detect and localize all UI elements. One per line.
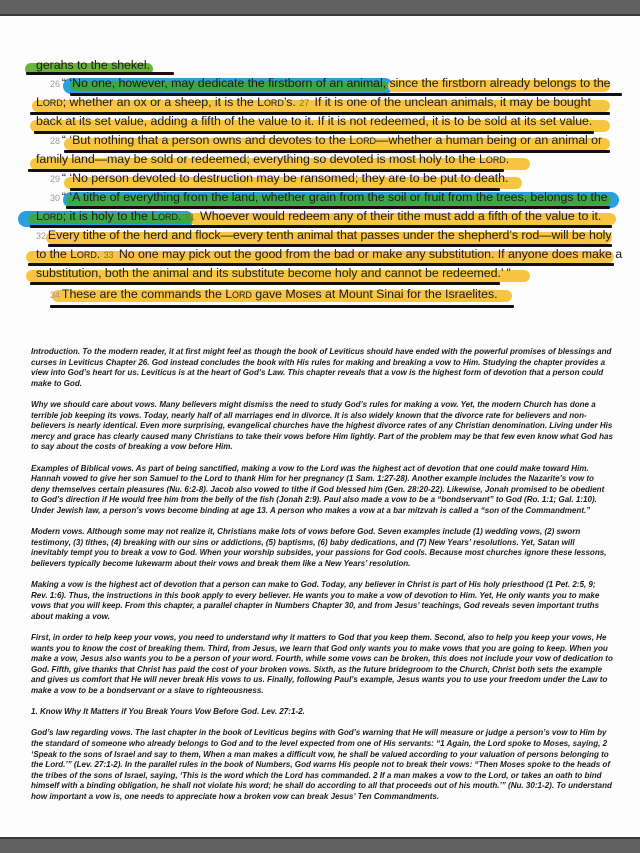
verse-text: “ ‘No person devoted to destruction may be ransomed; they are to be put to death.	[61, 171, 509, 185]
verse-text: —whether a human being or an animal or	[375, 133, 603, 147]
verse-text: “ ‘A tithe of everything from the land, whether grain from the soil or fruit from the trees, belongs to the	[61, 190, 608, 204]
underline	[70, 93, 622, 96]
verse-text: No one may pick out the good from the bad or make any substitution. If anyone does make a	[115, 247, 623, 261]
verse-text: ; it is holy to the	[62, 209, 152, 223]
underline	[30, 225, 612, 228]
verse-text: back at its set value, adding a fifth of the value to it. If it is not redeemed, it is to be sold at its set value.	[36, 114, 593, 128]
verse-text: “ ‘No one, however, may dedicate the firstborn of an animal, since the firstborn already belongs to the	[61, 76, 611, 90]
verse-text: gave Moses at Mount Sinai for the Israelites.	[251, 287, 498, 301]
paragraph-why-care: Why we should care about vows. Many believers might dismiss the need to study God’s rules for making a vow. Yet, the modern Church has done a terrible job keeping its vows. Today, nearly half of all marriages end in divorce. It is also widely known that the divorce rate for believers and non-believers is nearly identical. Even more surprising, evangelical churches have the highest divorce rates of any Christian denomination. Living under His mercy and grace has clearly caused many Christians to take their vows before Him lightly. Part of the problem may be that few even know what God has to say about the costs of breaking a vow before Him.	[31, 399, 613, 452]
verse-text: ’s.	[283, 95, 300, 109]
paragraph-biblical-vows: Examples of Biblical vows. As part of being sanctified, making a vow to the Lord was the highest act of devotion that one could make toward Him. Hannah vowed to give her son Samuel to the Lord to thank Him for her pregnancy (1 Sam. 1:27-28). Another example includes the Nazarite’s vow to deny themselves certain pleasures (Nu. 6:2-8). Jacob also vowed to tithe if God blessed him (Gen. 28:20-22). Likewise, Jonah promised to be obedient to God’s direction if He would free him from the belly of the fish (Jonah 2:9). Paul also made a vow to be a “bondservant” to God (Ro. 1:1; Gal. 1:10). Under Jewish law, a person’s vows become binding at age 13. A person who makes a vow at a bar mitzvah is called a “son of the Commandment.”	[31, 463, 605, 515]
verse-text: These are the commands the	[61, 287, 226, 301]
divine-name: Lord	[479, 152, 506, 166]
commentary	[31, 347, 613, 813]
verse-text: .	[177, 209, 185, 223]
section-heading: 1. Know Why It Matters if You Break Yours Vow Before God. Lev. 27:1-2.	[31, 707, 305, 717]
verse-number: 34	[50, 290, 60, 300]
paragraph-gods-law: God’s law regarding vows. The last chapter in the book of Leviticus begins with God’s warning that He will measure or judge a person’s vow to Him by the standard of someone who already belongs to God and to the level expected from one of His servants: “1 Again, the Lord spoke to Moses, saying, 2 ‘Speak to the sons of Israel and say to them, When a man makes a difficult vow, he shall be valued according to your valuation of persons belonging to the Lord.’” (Lev. 27:1-2). In the parallel rules in the book of Numbers, God warns His people not to break their vows: “Then Moses spoke to the heads of the tribes of the sons of Israel, saying, ‘This is the word which the Lord has commanded. 2 If a man makes a vow to the Lord, or takes an oath to bind himself with a binding obligation, he shall not violate his word; he shall do according to all that proceeds out of his mouth.’” (Nu. 30:1-2). To understand how important a vow is, one needs to appreciate how a broken vow can break Jesus’ Ten Commandments.	[31, 728, 612, 801]
verse-number: 28	[50, 136, 60, 146]
verse-text: gerahs to the shekel.	[36, 58, 150, 72]
verse-text: “ ‘But nothing that a person owns and devotes to the	[61, 133, 350, 147]
divine-name: Lord	[349, 133, 376, 147]
verse-number: 27	[299, 98, 310, 108]
underline	[50, 305, 514, 308]
verse-text: substitution, both the animal and its substitute become holy and cannot be redeemed.’ ”	[36, 266, 511, 280]
verse-text: Whoever would redeem any of their tithe must add a fifth of the value to it.	[196, 209, 602, 223]
verse-text: If it is one of the unclean animals, it may be bought	[311, 95, 591, 109]
verse-number: 29	[50, 174, 60, 184]
underline	[66, 206, 610, 209]
underline	[48, 244, 612, 247]
divine-name: Lord	[36, 209, 63, 223]
divine-name: Lord	[257, 95, 284, 109]
verse-number: 33	[103, 250, 114, 260]
verse-number: 32	[36, 231, 46, 241]
paragraph-seven-truths: First, in order to help keep your vows, you need to understand why it matters to God that you keep them. Second, also to help you keep your vows, He wants you to know the cost of breaking them. Third, from Jesus, we learn that God only wants you to make vows that you are going to keep. When you make a vow, Jesus also wants you to be a person of your word. Fourth, while some vows can be broken, this does not include your vow of dedication to God. Fifth, give thanks that Christ has paid the cost of your broken vows. Sixth, as the future bridegroom to the Church, Christ both sets the example and gives us comfort that He will never break His vows to us. Finally, following Paul’s example, Jesus wants you to use your freedom under the Law to make a vow to be a bondservant or a slave to righteousness.	[31, 633, 613, 695]
verse-text: Every tithe of the herd and flock—every tenth animal that passes under the shepherd’s rod—will be holy	[47, 228, 612, 242]
verse-number: 26	[50, 79, 60, 89]
verse-text: to the	[36, 247, 71, 261]
bottom-toolbar	[0, 837, 640, 853]
divine-name: Lord	[70, 247, 97, 261]
paragraph-introduction: Introduction. To the modern reader, it at first might feel as though the book of Leviticus should have ended with the powerful promises of blessings and curses in Leviticus Chapter 26. God instead concludes the book with His rules for making and breaking a vow to Him. Studying the chapter provides a view into God’s heart for us. Leviticus is at the heart of God’s Law. This chapter reveals that a vow is the highest form of devotion that a person could make to God.	[31, 347, 612, 388]
underline	[34, 131, 594, 134]
underline	[30, 282, 500, 285]
paragraph-modern-vows: Modern vows. Although some may not realize it, Christians make lots of vows before God. Seven examples include (1) wedding vows, (2) sworn testimony, (3) tithes, (4) breaking with our sins or addictions, (5) baptisms, (6) baby dedications, and (7) New Years’ resolutions. Yet, Satan will inevitably tempt you to break a vow to God. When your worship subsides, your passions for God cools. Because most churches ignore these lessons, believers typically become lukewarm about their vows and break them like a New Years’ resolution.	[31, 527, 607, 568]
divine-name: Lord	[36, 95, 63, 109]
top-toolbar	[0, 0, 640, 16]
verse-text: ; whether an ox or a sheep, it is the	[62, 95, 258, 109]
underline	[28, 263, 614, 266]
underline	[70, 188, 500, 191]
verse-text: .	[505, 152, 510, 166]
scripture-line	[36, 58, 150, 78]
underline	[64, 150, 610, 153]
underline	[30, 112, 610, 115]
underline	[26, 72, 174, 75]
paragraph-highest-devotion: Making a vow is the highest act of devotion that a person can make to God. Today, any believer in Christ is part of His holy priesthood (1 Pet. 2:5, 9; Rev. 1:6). Thus, the instructions in this book apply to every believer. He wants you to make a vow of devotion to Him. Yet, He only wants you to make vows that you will keep. From this chapter, a parallel chapter in Numbers Chapter 30, and from Jesus’ teachings, God reveals seven important truths about making a vow.	[31, 580, 600, 621]
divine-name: Lord	[151, 209, 178, 223]
verse-text: family land—may be sold or redeemed; everything so devoted is most holy to the	[36, 152, 480, 166]
verse-number: 31	[184, 212, 195, 222]
underline	[28, 169, 504, 172]
divine-name: Lord	[225, 287, 252, 301]
verse-number: 30	[50, 193, 60, 203]
verse-text: .	[96, 247, 104, 261]
scripture-line	[50, 287, 498, 307]
